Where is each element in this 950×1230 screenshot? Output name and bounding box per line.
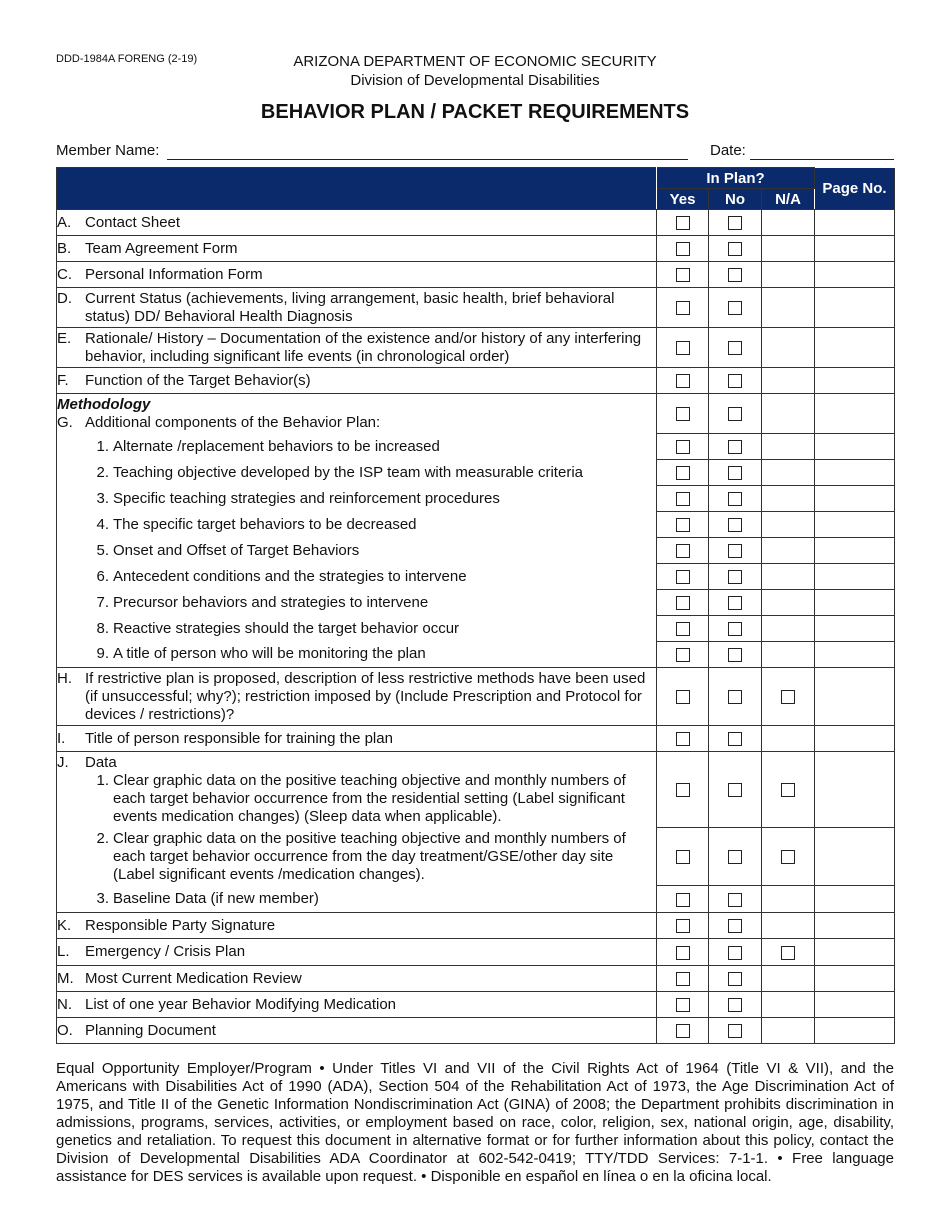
row-text: Data bbox=[85, 753, 117, 771]
no-checkbox[interactable] bbox=[728, 518, 742, 532]
page-no-cell[interactable] bbox=[815, 328, 895, 368]
row-text: If restrictive plan is proposed, description of less restrictive methods have been used (if unsuccessful; why?); restriction imposed by (Include Prescription and Protocol for devices / restrictions)? bbox=[85, 669, 646, 723]
table-row bbox=[57, 828, 895, 886]
page-no-header: Page No. bbox=[815, 168, 895, 210]
member-name-label: Member Name: bbox=[56, 142, 160, 159]
row-text: Clear graphic data on the positive teaching objective and monthly numbers of each target behavior occurrence from the day treatment/GSE/other day site (Label significant events /medication changes). bbox=[113, 829, 626, 883]
table-row bbox=[57, 564, 895, 590]
yes-checkbox[interactable] bbox=[676, 783, 690, 797]
row-letter: L. bbox=[57, 943, 70, 960]
no-checkbox[interactable] bbox=[728, 570, 742, 584]
row-number: 2. bbox=[96, 829, 109, 847]
no-checkbox[interactable] bbox=[728, 596, 742, 610]
row-text: A title of person who will be monitoring the plan bbox=[113, 645, 426, 663]
no-header: No bbox=[709, 189, 762, 210]
no-checkbox[interactable] bbox=[728, 893, 742, 907]
row-text: Reactive strategies should the target behavior occur bbox=[113, 619, 460, 637]
table-row bbox=[57, 288, 895, 328]
no-checkbox[interactable] bbox=[728, 341, 742, 355]
row-letter: C. bbox=[57, 265, 72, 283]
yes-checkbox[interactable] bbox=[676, 648, 690, 662]
table-row bbox=[57, 236, 895, 262]
na-cell bbox=[762, 288, 815, 328]
page-no-cell[interactable] bbox=[815, 460, 895, 486]
na-cell bbox=[762, 328, 815, 368]
page-no-cell[interactable] bbox=[815, 564, 895, 590]
no-checkbox[interactable] bbox=[728, 622, 742, 636]
page-no-cell[interactable] bbox=[815, 939, 895, 966]
na-cell bbox=[762, 236, 815, 262]
table-row bbox=[57, 966, 895, 992]
page-no-cell[interactable] bbox=[815, 368, 895, 394]
row-number: 1. bbox=[96, 437, 109, 455]
yes-checkbox[interactable] bbox=[676, 998, 690, 1012]
no-checkbox[interactable] bbox=[728, 268, 742, 282]
na-cell bbox=[762, 992, 815, 1018]
table-row bbox=[57, 512, 895, 538]
yes-header: Yes bbox=[657, 189, 709, 210]
yes-checkbox[interactable] bbox=[676, 518, 690, 532]
page-no-cell[interactable] bbox=[815, 486, 895, 512]
na-cell bbox=[762, 616, 815, 642]
yes-checkbox[interactable] bbox=[676, 570, 690, 584]
yes-checkbox[interactable] bbox=[676, 850, 690, 864]
no-checkbox[interactable] bbox=[728, 998, 742, 1012]
row-text: Team Agreement Form bbox=[85, 239, 238, 257]
yes-checkbox[interactable] bbox=[676, 268, 690, 282]
row-text: Specific teaching strategies and reinforcement procedures bbox=[113, 489, 500, 507]
no-checkbox[interactable] bbox=[728, 492, 742, 506]
page-no-cell[interactable] bbox=[815, 512, 895, 538]
no-checkbox[interactable] bbox=[728, 374, 742, 388]
agency-block bbox=[0, 52, 950, 90]
agency-name: ARIZONA DEPARTMENT OF ECONOMIC SECURITY bbox=[293, 53, 657, 70]
row-letter: M. bbox=[57, 969, 74, 987]
date-label: Date: bbox=[710, 142, 746, 159]
date-field[interactable] bbox=[750, 159, 894, 160]
row-text: Baseline Data (if new member) bbox=[113, 889, 319, 907]
row-text: Rationale/ History – Documentation of the existence and/or history of any interfering behavior, including significant life events (in chronological order) bbox=[85, 329, 642, 365]
row-text: Onset and Offset of Target Behaviors bbox=[113, 541, 360, 559]
table-row bbox=[57, 460, 895, 486]
row-letter: F. bbox=[57, 371, 69, 389]
row-text: Current Status (achievements, living arrangement, basic health, brief behavioral status) DD/ Behavioral Health Diagnosis bbox=[85, 289, 615, 325]
row-number: 9. bbox=[96, 645, 109, 663]
member-name-field[interactable] bbox=[167, 159, 688, 160]
row-text: Personal Information Form bbox=[85, 265, 263, 283]
row-text: Planning Document bbox=[85, 1021, 216, 1039]
table-row bbox=[57, 394, 895, 434]
na-cell bbox=[762, 394, 815, 434]
no-checkbox[interactable] bbox=[728, 648, 742, 662]
na-checkbox[interactable] bbox=[781, 946, 795, 960]
page-no-cell[interactable] bbox=[815, 886, 895, 913]
yes-checkbox[interactable] bbox=[676, 622, 690, 636]
row-number: 8. bbox=[96, 619, 109, 637]
no-checkbox[interactable] bbox=[728, 732, 742, 746]
table-row bbox=[57, 368, 895, 394]
page-no-cell[interactable] bbox=[815, 642, 895, 668]
table-row bbox=[57, 886, 895, 913]
row-number: 2. bbox=[96, 463, 109, 481]
row-letter: H. bbox=[57, 669, 72, 687]
table-row bbox=[57, 752, 895, 828]
table-row bbox=[57, 590, 895, 616]
no-checkbox[interactable] bbox=[728, 544, 742, 558]
table-row bbox=[57, 939, 895, 966]
row-number: 4. bbox=[96, 515, 109, 533]
table-row bbox=[57, 1018, 895, 1044]
na-cell bbox=[762, 512, 815, 538]
na-cell bbox=[762, 966, 815, 992]
row-text: Precursor behaviors and strategies to intervene bbox=[113, 593, 429, 611]
na-checkbox[interactable] bbox=[781, 850, 795, 864]
page-no-cell[interactable] bbox=[815, 538, 895, 564]
na-cell bbox=[762, 642, 815, 668]
row-letter: G. bbox=[57, 413, 73, 431]
row-text: Teaching objective developed by the ISP team with measurable criteria bbox=[113, 463, 583, 481]
row-text: Function of the Target Behavior(s) bbox=[85, 371, 311, 389]
row-text: Most Current Medication Review bbox=[85, 969, 302, 987]
na-cell bbox=[762, 886, 815, 913]
page-no-cell[interactable] bbox=[815, 913, 895, 939]
row-letter: D. bbox=[57, 289, 72, 307]
row-letter: E. bbox=[57, 329, 72, 347]
na-cell bbox=[762, 368, 815, 394]
table-row bbox=[57, 726, 895, 752]
table-row bbox=[57, 210, 895, 236]
row-letter: I. bbox=[57, 729, 66, 747]
table-row bbox=[57, 538, 895, 564]
requirements-table bbox=[56, 167, 895, 1044]
no-checkbox[interactable] bbox=[728, 783, 742, 797]
row-text: Emergency / Crisis Plan bbox=[85, 943, 246, 960]
in-plan-header: In Plan? bbox=[657, 168, 815, 189]
row-number: 1. bbox=[96, 771, 109, 789]
na-cell bbox=[762, 434, 815, 460]
na-cell bbox=[762, 1018, 815, 1044]
no-checkbox[interactable] bbox=[728, 946, 742, 960]
yes-checkbox[interactable] bbox=[676, 440, 690, 454]
row-text: Responsible Party Signature bbox=[85, 916, 276, 934]
row-number: 7. bbox=[96, 593, 109, 611]
row-letter: J. bbox=[57, 753, 69, 771]
yes-checkbox[interactable] bbox=[676, 544, 690, 558]
na-header: N/A bbox=[762, 189, 815, 210]
methodology-heading: Methodology bbox=[57, 395, 151, 413]
row-text: Alternate /replacement behaviors to be increased bbox=[113, 437, 440, 455]
row-number: 6. bbox=[96, 567, 109, 585]
table-row bbox=[57, 434, 895, 460]
page-no-cell[interactable] bbox=[815, 288, 895, 328]
row-number: 5. bbox=[96, 541, 109, 559]
division-name: Division of Developmental Disabilities bbox=[350, 72, 600, 89]
form-number: DDD-1984A FORENG (2-19) bbox=[56, 53, 198, 65]
na-cell bbox=[762, 262, 815, 288]
page-no-cell[interactable] bbox=[815, 1018, 895, 1044]
row-letter: N. bbox=[57, 995, 72, 1013]
yes-checkbox[interactable] bbox=[676, 972, 690, 986]
page-no-cell[interactable] bbox=[815, 236, 895, 262]
row-number: 3. bbox=[96, 489, 109, 507]
row-letter: B. bbox=[57, 239, 72, 257]
na-cell bbox=[762, 460, 815, 486]
table-row bbox=[57, 486, 895, 512]
yes-checkbox[interactable] bbox=[676, 893, 690, 907]
no-checkbox[interactable] bbox=[728, 466, 742, 480]
no-checkbox[interactable] bbox=[728, 690, 742, 704]
table-row bbox=[57, 616, 895, 642]
row-letter: O. bbox=[57, 1021, 73, 1039]
no-checkbox[interactable] bbox=[728, 216, 742, 230]
table-row bbox=[57, 668, 895, 726]
no-checkbox[interactable] bbox=[728, 850, 742, 864]
yes-checkbox[interactable] bbox=[676, 216, 690, 230]
yes-checkbox[interactable] bbox=[676, 1024, 690, 1038]
yes-checkbox[interactable] bbox=[676, 242, 690, 256]
page-no-cell[interactable] bbox=[815, 752, 895, 828]
row-number: 3. bbox=[96, 889, 109, 907]
header-blank bbox=[57, 168, 657, 210]
na-cell bbox=[762, 210, 815, 236]
na-cell bbox=[762, 564, 815, 590]
yes-checkbox[interactable] bbox=[676, 466, 690, 480]
row-letter: A. bbox=[57, 213, 72, 231]
na-cell bbox=[762, 590, 815, 616]
yes-checkbox[interactable] bbox=[676, 690, 690, 704]
row-text: Contact Sheet bbox=[85, 213, 181, 231]
table-row bbox=[57, 913, 895, 939]
page-title: BEHAVIOR PLAN / PACKET REQUIREMENTS bbox=[260, 101, 690, 123]
yes-checkbox[interactable] bbox=[676, 301, 690, 315]
table-row bbox=[57, 642, 895, 668]
yes-checkbox[interactable] bbox=[676, 596, 690, 610]
page-no-cell[interactable] bbox=[815, 210, 895, 236]
page-no-cell[interactable] bbox=[815, 726, 895, 752]
row-text: Additional components of the Behavior Plan: bbox=[85, 413, 381, 431]
yes-checkbox[interactable] bbox=[676, 407, 690, 421]
no-checkbox[interactable] bbox=[728, 407, 742, 421]
page-no-cell[interactable] bbox=[815, 668, 895, 726]
na-checkbox[interactable] bbox=[781, 690, 795, 704]
page-no-cell[interactable] bbox=[815, 616, 895, 642]
row-text: Antecedent conditions and the strategies to intervene bbox=[113, 567, 467, 585]
yes-checkbox[interactable] bbox=[676, 919, 690, 933]
eeo-footer: Equal Opportunity Employer/Program • Under Titles VI and VII of the Civil Rights Act of 1964 (Title VI & VII), and the Americans with Disabilities Act of 1990 (ADA), Section 504 of the Rehabilitation Act of 1973, the Age Discrimination Act of 1975, and Title II of the Genetic Information Nondiscrimination Act (GINA) of 2008; the Department prohibits discrimination in admissions, programs, services, activities, or employment based on race, color, religion, sex, national origin, age, disability, genetics and retaliation. To request this document in alternative format or for further information about this policy, contact the Division of Developmental Disabilities ADA Coordinator at 602-542-0419; TTY/TDD Services: 7-1-1. • Free language assistance for DES services is available upon request. • Disponible en español en línea o en la oficina local. bbox=[56, 1060, 894, 1185]
na-cell bbox=[762, 913, 815, 939]
page-no-cell[interactable] bbox=[815, 590, 895, 616]
row-text: Title of person responsible for training the plan bbox=[85, 729, 393, 747]
na-checkbox[interactable] bbox=[781, 783, 795, 797]
no-checkbox[interactable] bbox=[728, 301, 742, 315]
yes-checkbox[interactable] bbox=[676, 341, 690, 355]
no-checkbox[interactable] bbox=[728, 972, 742, 986]
page-no-cell[interactable] bbox=[815, 394, 895, 434]
page-no-cell[interactable] bbox=[815, 262, 895, 288]
no-checkbox[interactable] bbox=[728, 440, 742, 454]
page-no-cell[interactable] bbox=[815, 992, 895, 1018]
table-row bbox=[57, 328, 895, 368]
row-text: Clear graphic data on the positive teaching objective and monthly numbers of each target behavior occurrence from the residential setting (Label significant events medication changes) (Sleep data when applicable). bbox=[113, 771, 626, 825]
row-letter: K. bbox=[57, 916, 72, 934]
no-checkbox[interactable] bbox=[728, 919, 742, 933]
page-no-cell[interactable] bbox=[815, 828, 895, 886]
na-cell bbox=[762, 486, 815, 512]
na-cell bbox=[762, 726, 815, 752]
no-checkbox[interactable] bbox=[728, 242, 742, 256]
yes-checkbox[interactable] bbox=[676, 374, 690, 388]
yes-checkbox[interactable] bbox=[676, 492, 690, 506]
table-row bbox=[57, 992, 895, 1018]
page-no-cell[interactable] bbox=[815, 434, 895, 460]
yes-checkbox[interactable] bbox=[676, 732, 690, 746]
table-row bbox=[57, 262, 895, 288]
na-cell bbox=[762, 538, 815, 564]
row-text: List of one year Behavior Modifying Medication bbox=[85, 995, 397, 1013]
yes-checkbox[interactable] bbox=[676, 946, 690, 960]
page-no-cell[interactable] bbox=[815, 966, 895, 992]
no-checkbox[interactable] bbox=[728, 1024, 742, 1038]
row-text: The specific target behaviors to be decreased bbox=[113, 515, 417, 533]
